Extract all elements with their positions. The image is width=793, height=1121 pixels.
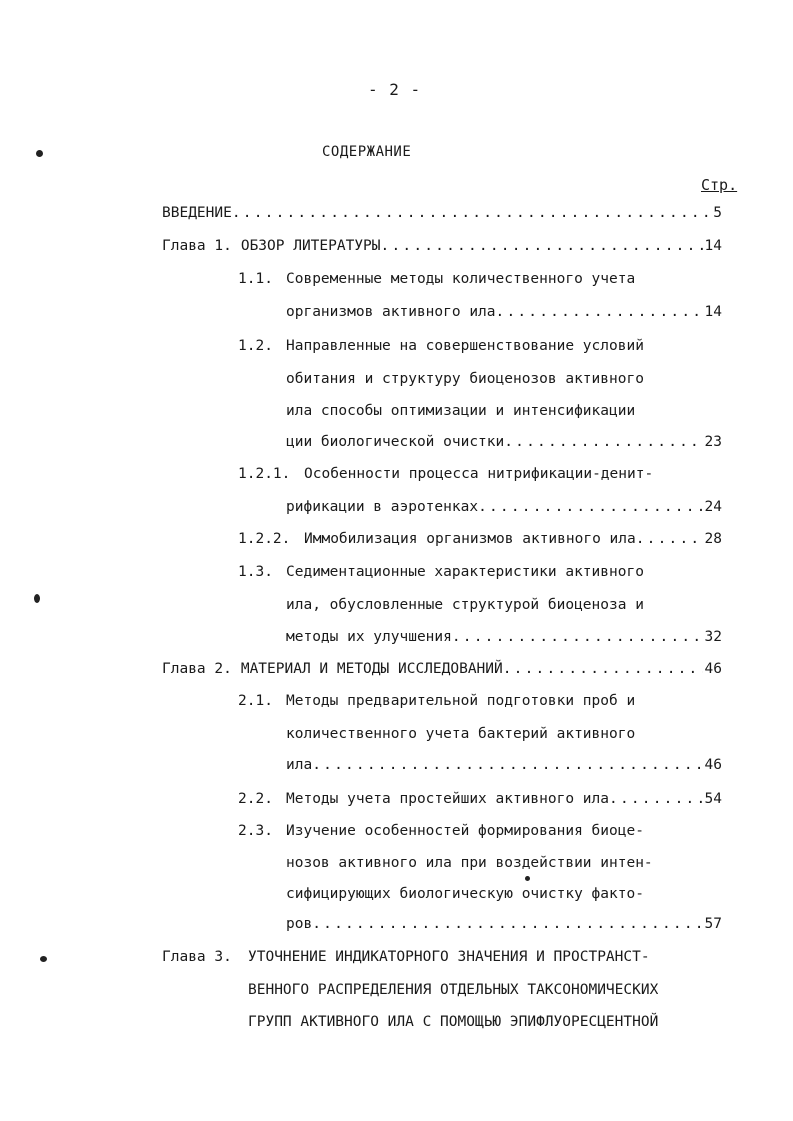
toc-line: организмов активного ила <box>286 304 496 320</box>
toc-leader <box>312 754 702 776</box>
toc-number: 1.1. <box>238 271 273 287</box>
toc-page: 46 <box>704 661 722 677</box>
toc-page: 14 <box>704 304 722 320</box>
page-column-label: Стр. <box>701 176 738 194</box>
toc-line: Изучение особенностей формирования биоце- <box>286 823 644 839</box>
toc-number: 2.2. <box>238 791 273 807</box>
toc-page: 57 <box>704 916 722 932</box>
toc-title: ВВЕДЕНИЕ <box>162 205 232 221</box>
scan-speck <box>36 150 43 157</box>
toc-entry <box>162 202 722 224</box>
toc-number: 1.2.2. <box>238 531 291 547</box>
toc-line: обитания и структуру биоценозов активного <box>286 371 644 387</box>
toc-line: ила способы оптимизации и интенсификации <box>286 403 636 419</box>
toc-leader <box>452 626 703 648</box>
toc-line: методы их улучшения <box>286 629 452 645</box>
toc-line: ции биологической очистки <box>286 434 505 450</box>
toc-number: Глава 2. <box>162 661 232 677</box>
scan-speck <box>525 876 530 881</box>
toc-line: ВЕННОГО РАСПРЕДЕЛЕНИЯ ОТДЕЛЬНЫХ ТАКСОНОМИЧЕСКИХ <box>248 982 659 998</box>
toc-number: 2.3. <box>238 823 273 839</box>
toc-line: ГРУПП АКТИВНОГО ИЛА С ПОМОЩЬЮ ЭПИФЛУОРЕСЦЕНТНОЙ <box>248 1014 659 1030</box>
toc-leader <box>232 202 711 224</box>
toc-leader <box>504 431 702 453</box>
toc-line: ров <box>286 916 313 932</box>
toc-entry <box>286 754 722 776</box>
toc-page: 46 <box>704 757 722 773</box>
toc-number: 2.1. <box>238 693 273 709</box>
toc-line: сифицирующих биологическую очистку факто- <box>286 886 644 902</box>
toc-leader <box>496 301 703 323</box>
toc-line: количественного учета бактерий активного <box>286 726 636 742</box>
toc-title: ОБЗОР ЛИТЕРАТУРЫ <box>240 238 381 254</box>
toc-line: ила, обусловленные структурой биоценоза и <box>286 597 644 613</box>
toc-line: Особенности процесса нитрификации-денит- <box>304 466 654 482</box>
toc-leader <box>381 235 703 257</box>
toc-number: Глава 3. <box>162 949 232 965</box>
toc-page: 54 <box>704 791 722 807</box>
toc-page: 23 <box>704 434 722 450</box>
toc-title: Методы учета простейших активного ила <box>286 791 610 807</box>
toc-line: Современные методы количественного учета <box>286 271 636 287</box>
toc-leader <box>478 496 702 518</box>
toc-entry <box>304 528 722 550</box>
toc-entry <box>286 913 722 935</box>
scan-speck <box>40 956 47 962</box>
page-title: СОДЕРЖАНИЕ <box>322 144 412 160</box>
toc-leader <box>312 913 702 935</box>
toc-leader <box>636 528 703 550</box>
toc-number: 1.2.1. <box>238 466 291 482</box>
toc-entry <box>286 788 722 810</box>
toc-line: Методы предварительной подготовки проб и <box>286 693 636 709</box>
toc-leader <box>503 658 703 680</box>
toc-page: 5 <box>713 205 722 221</box>
toc-line: рификации в аэротенках <box>286 499 479 515</box>
toc-entry <box>286 496 722 518</box>
toc-title: Иммобилизация организмов активного ила <box>304 531 636 547</box>
toc-page: 28 <box>704 531 722 547</box>
toc-line: Направленные на совершенствование условий <box>286 338 644 354</box>
toc-entry <box>286 301 722 323</box>
toc-line: нозов активного ила при воздействии интен- <box>286 855 653 871</box>
toc-entry <box>286 431 722 453</box>
toc-entry <box>162 235 722 257</box>
toc-leader <box>609 788 703 810</box>
page-number: - 2 - <box>368 80 422 99</box>
toc-number: Глава 1. <box>162 238 232 254</box>
toc-page: 14 <box>704 238 722 254</box>
toc-page: 32 <box>704 629 722 645</box>
toc-line: ила <box>286 757 313 773</box>
toc-entry <box>162 658 722 680</box>
toc-page: 24 <box>704 499 722 515</box>
toc-title: МАТЕРИАЛ И МЕТОДЫ ИССЛЕДОВАНИЙ <box>240 661 503 677</box>
toc-number: 1.3. <box>238 564 273 580</box>
toc-line: Седиментационные характеристики активного <box>286 564 644 580</box>
toc-number: 1.2. <box>238 338 273 354</box>
toc-entry <box>286 626 722 648</box>
scan-speck <box>34 594 40 603</box>
toc-line: УТОЧНЕНИЕ ИНДИКАТОРНОГО ЗНАЧЕНИЯ И ПРОСТРАНСТ- <box>248 949 650 965</box>
